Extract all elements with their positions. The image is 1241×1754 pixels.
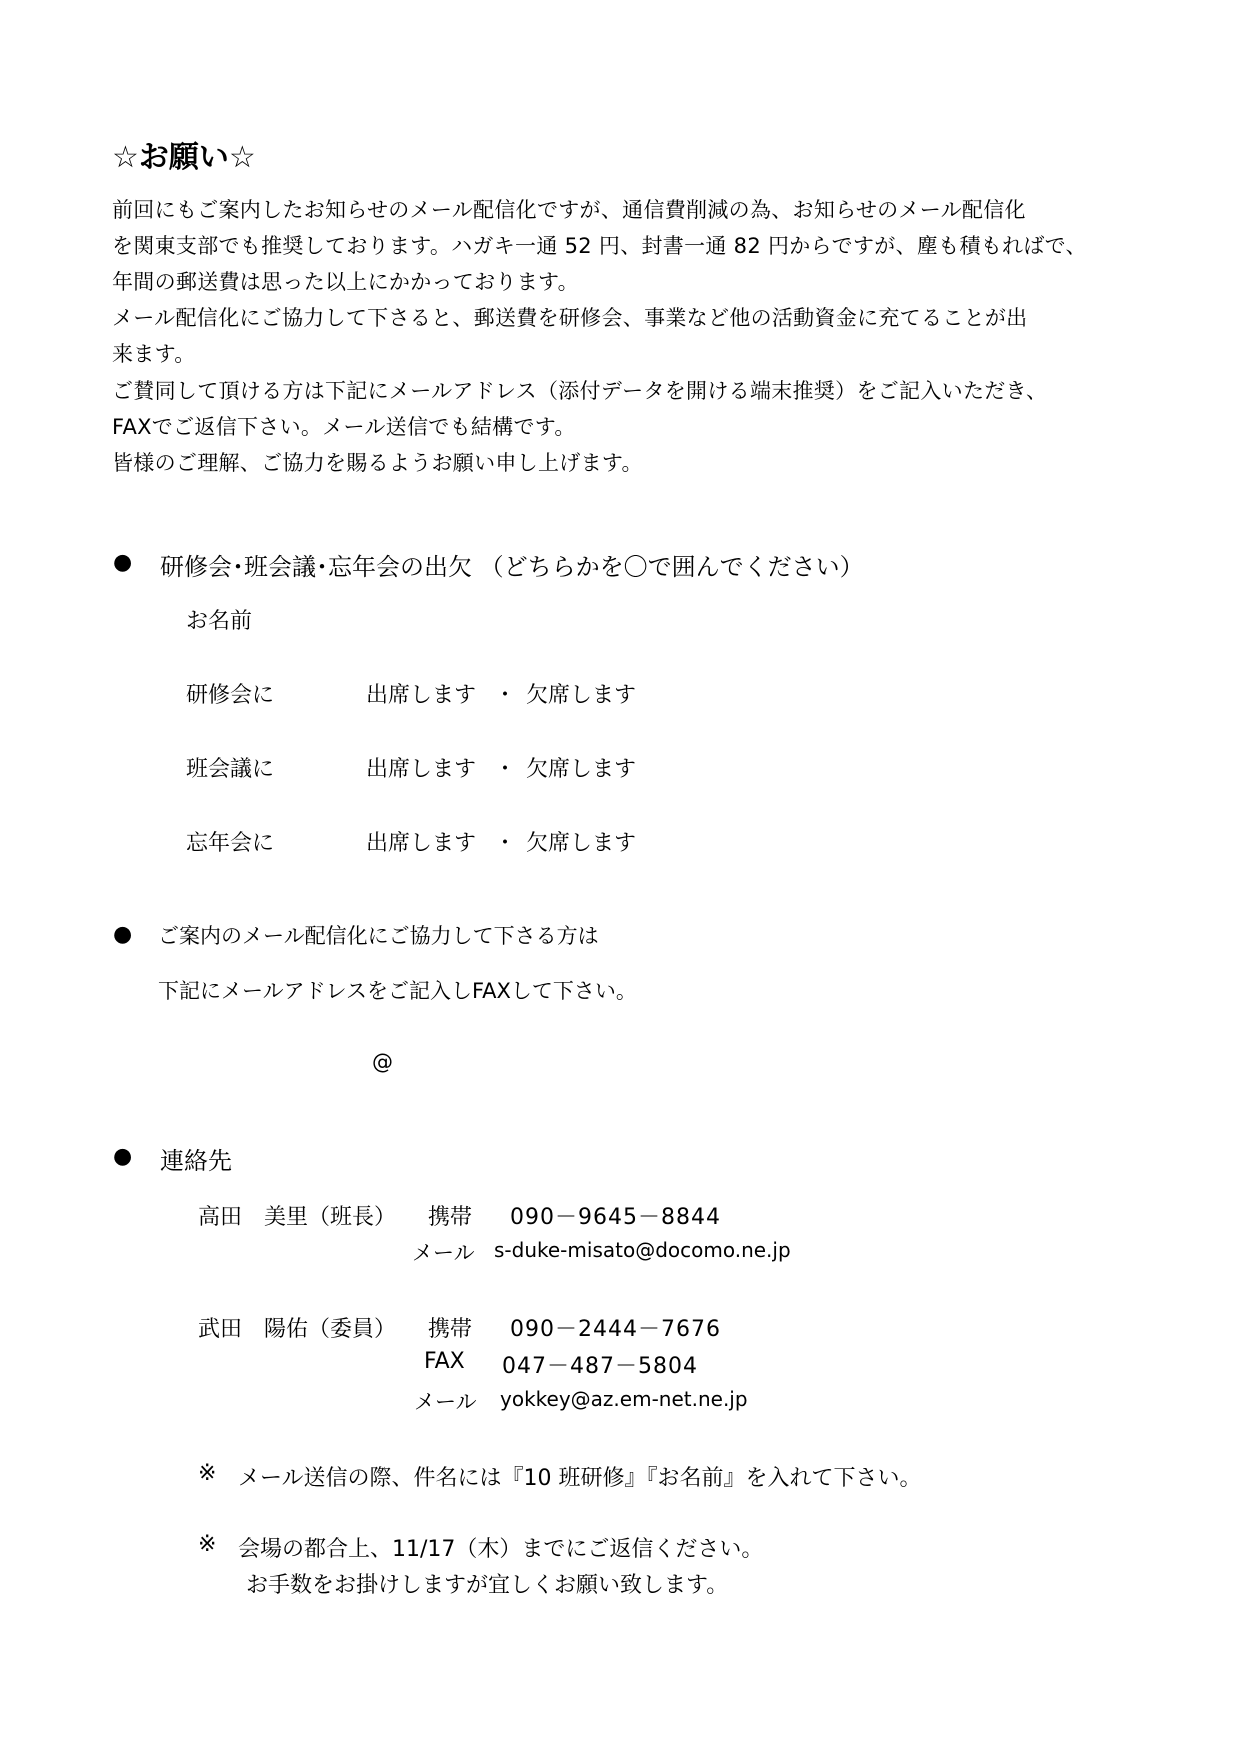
mail-address[interactable]: s-duke-misato@docomo.ne.jp <box>494 1238 791 1262</box>
option-separator: ・ <box>494 757 517 782</box>
intro-line: メール配信化にご協力して下さると、郵送費を研修会、事業など他の活動資金に充てることが出 <box>112 306 1028 330</box>
fax-label: FAX <box>424 1349 465 1374</box>
mail-address[interactable]: yokkey@az.em-net.ne.jp <box>500 1387 748 1411</box>
mobile-label: 携帯 <box>428 1317 473 1342</box>
intro-line: 皆様のご理解、ご協力を賜るようお願い申し上げます。 <box>112 451 643 475</box>
option-separator: ・ <box>494 683 517 708</box>
intro-line: ご賛同して頂ける方は下記にメールアドレス（添付データを開ける端末推奨）をご記入いただき、 <box>112 379 1048 403</box>
mail-label: メール <box>412 1241 475 1265</box>
intro-line: 前回にもご案内したお知らせのメール配信化ですが、通信費削減の為、お知らせのメール配信化 <box>112 198 1026 222</box>
bullet-icon: ● <box>113 922 133 947</box>
contacts-title: 連絡先 <box>160 1147 232 1175</box>
mail-label: メール <box>414 1390 477 1414</box>
note-subject: メール送信の際、件名には『10 班研修』『お名前』を入れて下さい。 <box>238 1466 922 1491</box>
event-label: 研修会に <box>186 683 275 708</box>
email-instruction-line: 下記にメールアドレスをご記入しFAXして下さい。 <box>158 979 637 1003</box>
attend-option[interactable]: 出席します <box>366 831 477 856</box>
attend-option[interactable]: 出席します <box>366 683 477 708</box>
attendance-title: 研修会･班会議･忘年会の出欠 （どちらかを〇で囲んでください） <box>160 553 864 581</box>
event-label: 忘年会に <box>186 831 275 856</box>
note-deadline: 会場の都合上、11/17（木）までにご返信ください。 <box>238 1537 764 1562</box>
note-mark: ※ <box>198 1532 217 1557</box>
mobile-label: 携帯 <box>428 1205 473 1230</box>
note-closing: お手数をお掛けしますが宜しくお願い致します。 <box>246 1573 729 1598</box>
intro-line: 年間の郵送費は思った以上にかかっております。 <box>112 270 579 294</box>
event-label: 班会議に <box>186 757 275 782</box>
name-label: お名前 <box>186 609 253 634</box>
absent-option[interactable]: 欠席します <box>526 683 637 708</box>
absent-option[interactable]: 欠席します <box>526 757 637 782</box>
fax-number: 047－487－5804 <box>502 1354 698 1379</box>
bullet-icon: ● <box>113 1144 133 1169</box>
email-at-mark[interactable]: @ <box>372 1050 393 1074</box>
absent-option[interactable]: 欠席します <box>526 831 637 856</box>
intro-line: FAXでご返信下さい。メール送信でも結構です。 <box>112 415 576 439</box>
intro-line: 来ます。 <box>112 342 196 366</box>
notice-heading: ☆お願い☆ <box>112 140 256 175</box>
option-separator: ・ <box>494 831 517 856</box>
attend-option[interactable]: 出席します <box>366 757 477 782</box>
mobile-number: 090－9645－8844 <box>510 1205 721 1230</box>
contact-name: 武田 陽佑（委員） <box>198 1317 397 1342</box>
bullet-icon: ● <box>113 550 133 575</box>
contact-name: 高田 美里（班長） <box>198 1205 397 1230</box>
mobile-number: 090－2444－7676 <box>510 1317 721 1342</box>
note-mark: ※ <box>198 1461 217 1486</box>
email-request-line: ご案内のメール配信化にご協力して下さる方は <box>158 924 599 948</box>
intro-line: を関東支部でも推奨しております。ハガキ一通 52 円、封書一通 82 円からですが、塵も積もればで、 <box>112 234 1087 258</box>
